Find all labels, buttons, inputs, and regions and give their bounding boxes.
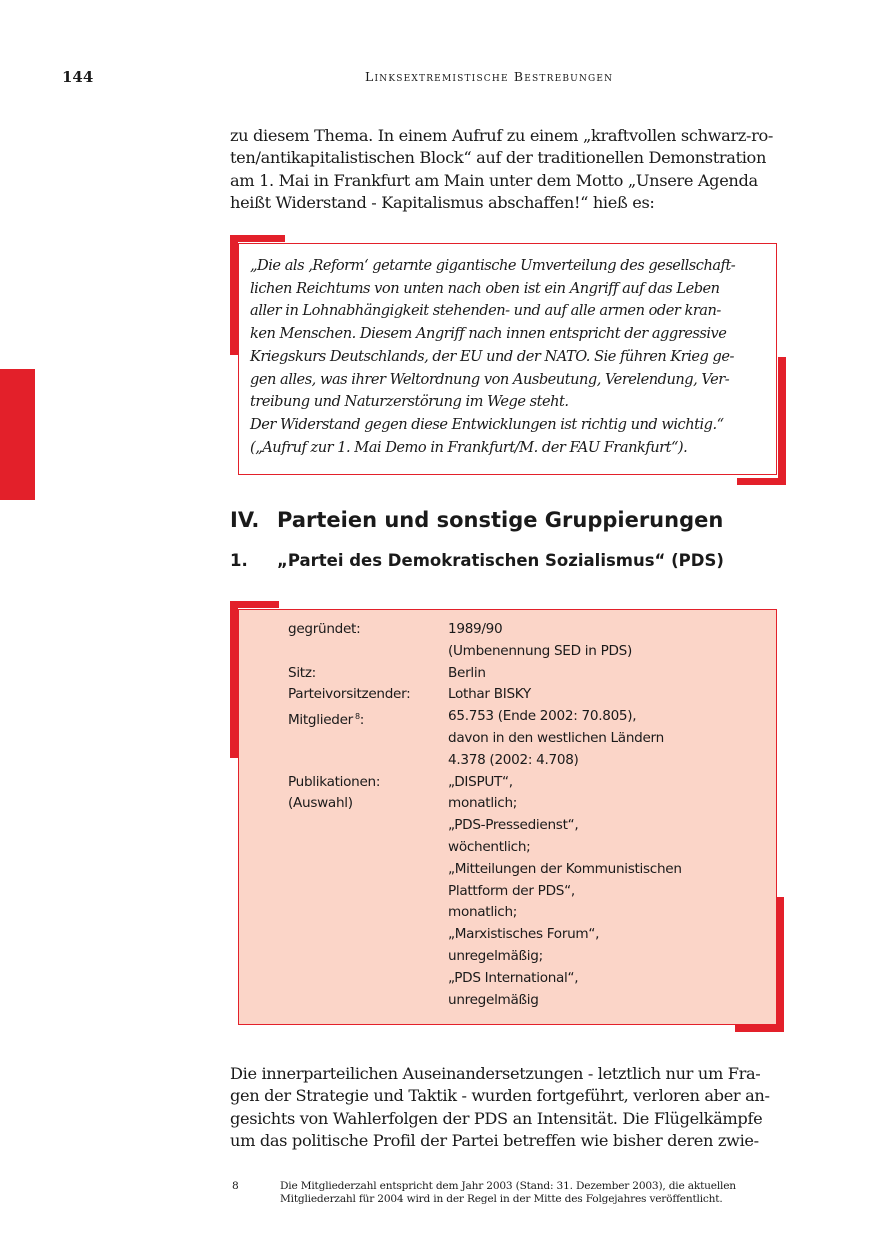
info-row-chair xyxy=(288,684,682,706)
publication-line: „Marxistisches Forum“, xyxy=(448,926,600,943)
quote-line: („Aufruf zur 1. Mai Demo in Frankfurt/M. der FAU Frankfurt“). xyxy=(250,438,688,456)
quote-line: gen alles, was ihrer Weltordnung von Ausbeutung, Verelendung, Ver- xyxy=(250,370,730,388)
closing-paragraph xyxy=(230,1063,775,1152)
quote-line: ken Menschen. Diesem Angriff nach innen entspricht der aggressive xyxy=(250,325,727,343)
info-label: Parteivorsitzender: xyxy=(288,686,411,703)
footnote xyxy=(232,1180,792,1206)
intro-paragraph xyxy=(230,125,775,214)
publication-line: „PDS-Pressedienst“, xyxy=(448,817,579,834)
info-value: Lothar BISKY xyxy=(448,686,531,703)
quote-corner-bottom-right-v xyxy=(778,357,786,485)
info-label xyxy=(288,772,448,816)
party-info-table xyxy=(288,619,682,1011)
side-tab-marker xyxy=(0,369,35,500)
quote-line: treibung und Naturzerstörung im Wege steht. xyxy=(250,393,569,411)
publication-line: „PDS International“, xyxy=(448,969,579,986)
text-line: gen der Strategie und Taktik - wurden fortgeführt, verloren aber an- xyxy=(230,1086,770,1106)
text-line: um das politische Profil der Partei betreffen wie bisher deren zwie- xyxy=(230,1130,759,1150)
quote-line: Der Widerstand gegen diese Entwicklungen ist richtig und wichtig.“ xyxy=(250,415,724,433)
quote-corner-top-left xyxy=(230,235,285,242)
quote-line: Kriegskurs Deutschlands, der EU und der NATO. Sie führen Krieg ge- xyxy=(250,347,734,365)
quote-line: aller in Lohnabhängigkeit stehenden- und auf alle armen oder kran- xyxy=(250,302,721,320)
info-value: 65.753 (Ende 2002: 70.805), xyxy=(448,708,637,725)
footnote-number: 8 xyxy=(232,1180,239,1192)
publication-line: monatlich; xyxy=(448,795,518,812)
members-label: Mitglieder xyxy=(288,712,353,729)
section-number: IV. xyxy=(230,508,260,532)
quote-corner-top-left-v xyxy=(230,235,238,355)
publication-line: „Mitteilungen der Kommunistischen xyxy=(448,860,682,877)
section-title: Parteien und sonstige Gruppierungen xyxy=(277,508,724,532)
info-value: 1989/90 xyxy=(448,621,503,637)
footnote-line: Mitgliederzahl für 2004 wird in der Regel in der Mitte des Folgejahres veröffentlicht. xyxy=(280,1193,723,1206)
info-row-publications xyxy=(288,772,682,1012)
quote-text xyxy=(250,255,770,459)
footnote-ref[interactable]: 8 xyxy=(354,712,360,722)
text-line: ten/antikapitalistischen Block“ auf der traditionellen Demonstration xyxy=(230,148,767,168)
text-line: gesichts von Wahlerfolgen der PDS an Intensität. Die Flügelkämpfe xyxy=(230,1108,763,1128)
text-line: zu diesem Thema. In einem Aufruf zu einem „kraftvollen schwarz-ro- xyxy=(230,126,774,145)
info-row-founded xyxy=(288,619,682,663)
publications-sublabel: (Auswahl) xyxy=(288,795,353,812)
publication-line: wöchentlich; xyxy=(448,838,531,855)
text-line: Die innerparteilichen Auseinandersetzungen - letztlich nur um Fra- xyxy=(230,1064,761,1083)
publication-line: unregelmäßig xyxy=(448,991,539,1008)
text-line: heißt Widerstand - Kapitalismus abschaffen!“ hieß es: xyxy=(230,192,655,212)
publication-line: Plattform der PDS“, xyxy=(448,882,575,899)
info-label: Sitz: xyxy=(288,664,316,681)
running-header: Linksextremistische Bestrebungen xyxy=(365,69,614,84)
info-value: Berlin xyxy=(448,664,486,681)
publication-line: monatlich; xyxy=(448,904,518,921)
publication-line: unregelmäßig; xyxy=(448,947,543,964)
quote-line: lichen Reichtums von unten nach oben ist ein Angriff auf das Leben xyxy=(250,279,720,297)
text-line: am 1. Mai in Frankfurt am Main unter dem Motto „Unsere Agenda xyxy=(230,170,758,190)
quote-line: „Die als ‚Reform‘ getarnte gigantische Umverteilung des gesellschaft- xyxy=(250,257,736,274)
subsection-title: „Partei des Demokratischen Sozialismus“ (PDS) xyxy=(277,551,724,570)
info-label: gegründet: xyxy=(288,621,361,637)
label-colon: : xyxy=(359,712,365,729)
subsection-number: 1. xyxy=(230,551,248,570)
info-label xyxy=(288,706,448,732)
info-row-seat xyxy=(288,663,682,685)
info-value: davon in den westlichen Ländern xyxy=(448,729,664,746)
info-corner-bottom-right-v xyxy=(776,897,784,1032)
info-value: (Umbenennung SED in PDS) xyxy=(448,642,632,659)
publications-label: Publikationen: xyxy=(288,773,381,790)
footnote-line: Die Mitgliederzahl entspricht dem Jahr 2003 (Stand: 31. Dezember 2003), die aktuellen xyxy=(280,1180,736,1192)
page-number: 144 xyxy=(62,68,94,86)
publication-line: „DISPUT“, xyxy=(448,773,513,790)
info-value: 4.378 (2002: 4.708) xyxy=(448,751,579,768)
info-row-members xyxy=(288,706,682,771)
info-corner-top-left-v xyxy=(230,601,238,758)
